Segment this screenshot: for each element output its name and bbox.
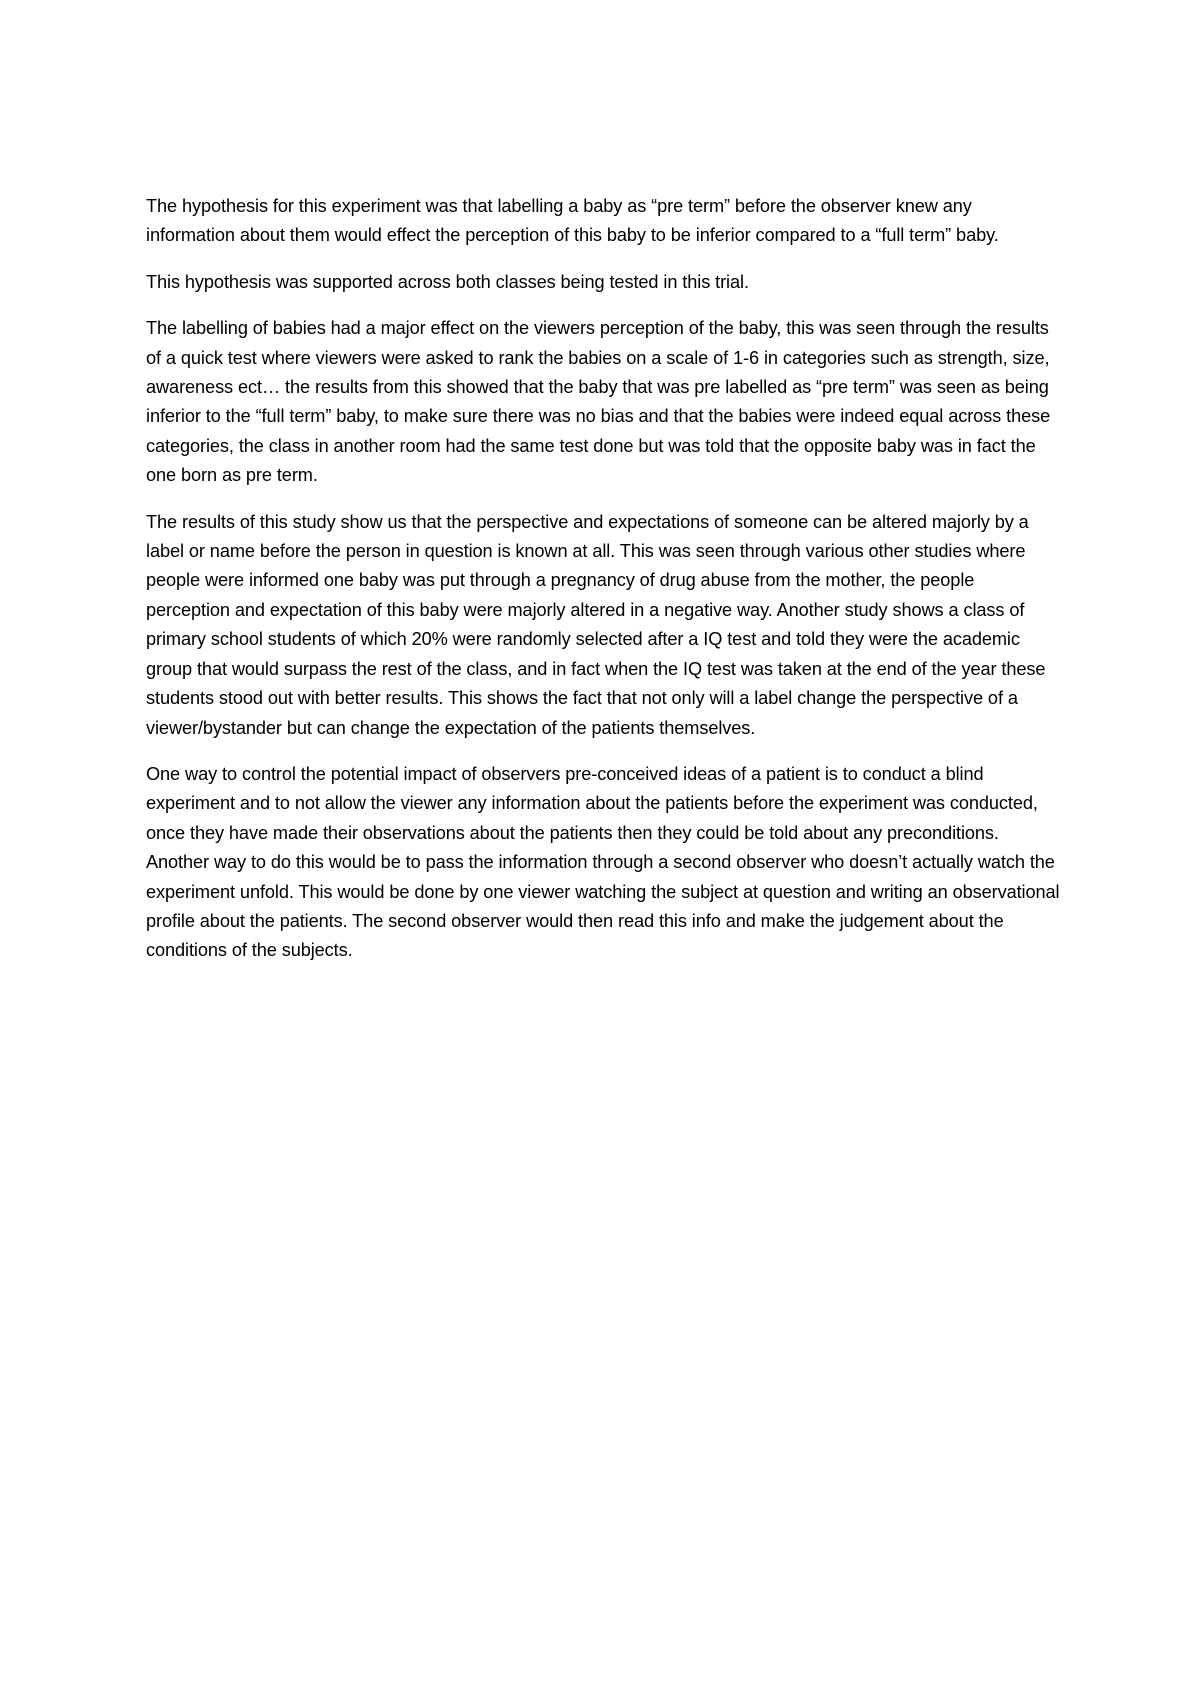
document-body: [146, 192, 1060, 983]
paragraph-support: This hypothesis was supported across both classes being tested in this trial.: [146, 271, 749, 292]
paragraph-results: The results of this study show us that the perspective and expectations of someone can be altered majorly by a label or name before the person in question is known at all. This was seen through various other studies where people were informed one baby was put through a pregnancy of drug abuse from the mother, the people perception and expectation of this baby were majorly altered in a negative way. Another study shows a class of primary school students of which 20% were randomly selected after a IQ test and told they were the academic group that would surpass the rest of the class, and in fact when the IQ test was taken at the end of the year these students stood out with better results. This shows the fact that not only will a label change the perspective of a viewer/bystander but can change the expectation of the patients themselves.: [146, 511, 1046, 738]
paragraph-control-methods: One way to control the potential impact of observers pre-conceived ideas of a patient is to conduct a blind experiment and to not allow the viewer any information about the patients before the experiment was conducted, once they have made their observations about the patients then they could be told about any preconditions. Another way to do this would be to pass the information through a second observer who doesn’t actually watch the experiment unfold. This would be done by one viewer watching the subject at question and writing an observational profile about the patients. The second observer would then read this info and make the judgement about the conditions of the subjects.: [146, 763, 1060, 961]
paragraph-labelling-effect: The labelling of babies had a major effect on the viewers perception of the baby, this was seen through the results of a quick test where viewers were asked to rank the babies on a scale of 1-6 in categories such as strength, size, awareness ect… the results from this showed that the baby that was pre labelled as “pre term” was seen as being inferior to the “full term” baby, to make sure there was no bias and that the babies were indeed equal across these categories, the class in another room had the same test done but was told that the opposite baby was in fact the one born as pre term.: [146, 318, 1051, 486]
paragraph-hypothesis: The hypothesis for this experiment was that labelling a baby as “pre term” before the observer knew any information about them would effect the perception of this baby to be inferior compared to a “full term” baby.: [146, 196, 999, 246]
